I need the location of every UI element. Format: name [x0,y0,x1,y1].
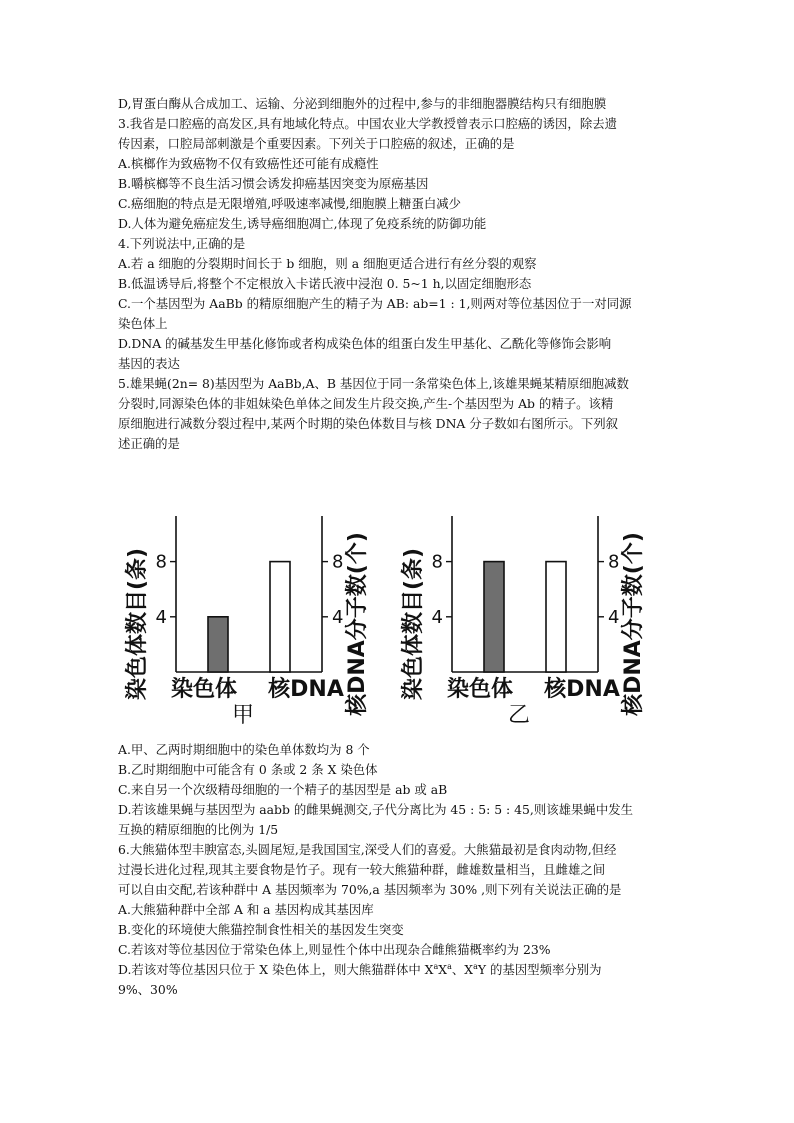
left-tick-label: 4 [155,606,167,628]
right-tick-label: 8 [608,551,620,573]
panel-label: 乙 [507,703,531,728]
text-line: 6.大熊猫体型丰腴富态,头圆尾短,是我国国宝,深受人们的喜爱。大熊猫最初是食肉动物,但经 [118,842,617,857]
text-line: 5.雄果蝇(2n= 8)基因型为 AaBb,A、B 基因位于同一条常染色体上,该雄果蝇某精原细胞减数 [118,376,629,391]
question-text-bottom [118,740,688,1000]
right-y-axis-title: 核DNA分子数(个) [621,532,646,716]
text-line: C.一个基因型为 AaBb 的精原细胞产生的精子为 AB: ab=1 : 1,则两对等位基因位于一对同源 [118,296,632,311]
text-line: 可以自由交配,若该种群中 A 基因频率为 70%,a 基因频率为 30% ,则下列有关说法正确的是 [118,882,622,897]
text-line: C.若该对等位基因位于常染色体上,则显性个体中出现杂合雌熊猫概率约为 23% [118,942,551,957]
text-line: A.若 a 细胞的分裂期时间长于 b 细胞，则 a 细胞更适合进行有丝分裂的观察 [118,256,537,271]
category-label-dna: 核DNA [544,677,620,702]
text-line: A.甲、乙两时期细胞中的染色单体数均为 8 个 [118,742,370,757]
text-line: B.嚼槟榔等不良生活习惯会诱发抑癌基因突变为原癌基因 [118,176,429,191]
text-line: 3.我省是口腔癌的高发区,具有地域化特点。中国农业大学教授曾表示口腔癌的诱因，除去遗 [118,116,617,131]
nuclear-dna-bar [546,562,566,672]
chromosome-dna-bar-charts [118,498,678,736]
right-tick-label: 4 [332,606,344,628]
text-line: 传因素，口腔局部刺激是个重要因素。下列关于口腔癌的叙述，正确的是 [118,136,515,151]
text-line: A.槟榔作为致癌物不仅有致癌性还可能有成瘾性 [118,156,379,171]
left-y-axis-title: 染色体数目(条) [401,547,426,701]
category-label-chromosome: 染色体 [446,677,514,702]
text-line: A.大熊猫种群中全部 A 和 a 基因构成其基因库 [118,902,374,917]
left-tick-label: 8 [155,551,167,573]
text-line: 基因的表达 [118,356,180,371]
category-label-dna: 核DNA [268,677,344,702]
left-tick-label: 4 [431,606,443,628]
text-line: D,胃蛋白酶从合成加工、运输、分泌到细胞外的过程中,参与的非细胞器膜结构只有细胞膜 [118,96,607,111]
text-line: C.来自另一个次级精母细胞的一个精子的基因型是 ab 或 aB [118,782,448,797]
text-line: 原细胞进行减数分裂过程中,某两个时期的染色体数目与核 DNA 分子数如右图所示。下列叙 [118,416,618,431]
text-line: B.乙时期细胞中可能含有 0 条或 2 条 X 染色体 [118,762,378,777]
text-line: 互换的精原细胞的比例为 1/5 [118,822,279,837]
option-6d-line2: 9%、30% [118,982,178,997]
category-label-chromosome: 染色体 [170,677,238,702]
bottom-lines [118,740,688,960]
text-line: 过漫长进化过程,现其主要食物是竹子。现有一较大熊猫种群，雌雄数量相当，且雌雄之间 [118,862,606,877]
text-line: 染色体上 [118,316,168,331]
text-line: 述正确的是 [118,436,180,451]
text-line: C.癌细胞的特点是无限增殖,呼吸速率减慢,细胞膜上糖蛋白减少 [118,196,462,211]
text-line: D.若该雄果蝇与基因型为 aabb 的雌果蝇测交,子代分离比为 45 : 5: 5 : 45,则该雄果蝇中发生 [118,802,633,817]
chromosome-count-bar [208,617,228,672]
text-line: 分裂时,同源染色体的非姐妹染色单体之间发生片段交换,产生-个基因型为 Ab 的精子。该精 [118,396,614,411]
panel-label: 甲 [231,703,255,728]
left-y-axis-title: 染色体数目(条) [125,547,150,701]
question-text-top [118,94,688,454]
text-line: B.变化的环境使大熊猫控制食性相关的基因发生突变 [118,922,404,937]
left-tick-label: 8 [431,551,443,573]
right-y-axis-title: 核DNA分子数(个) [345,532,370,716]
nuclear-dna-bar [270,562,290,672]
right-tick-label: 8 [332,551,344,573]
text-line: D.DNA 的碱基发生甲基化修饰或者构成染色体的组蛋白发生甲基化、乙酰化等修饰会影响 [118,336,612,351]
option-6d-line1: D.若该对等位基因只位于 X 染色体上，则大熊猫群体中 $X^aX^a$、$X^aY$ 的基因型频率分别为 [118,961,602,977]
right-tick-label: 4 [608,606,620,628]
text-line: D.人体为避免癌症发生,诱导癌细胞凋亡,体现了免疫系统的防御功能 [118,216,487,231]
bar-charts-svg [118,498,678,736]
text-line: 4.下列说法中,正确的是 [118,236,246,251]
text-line: B.低温诱导后,将整个不定根放入卡诺氏液中浸泡 0. 5~1 h,以固定细胞形态 [118,276,532,291]
chromosome-count-bar [484,562,504,672]
